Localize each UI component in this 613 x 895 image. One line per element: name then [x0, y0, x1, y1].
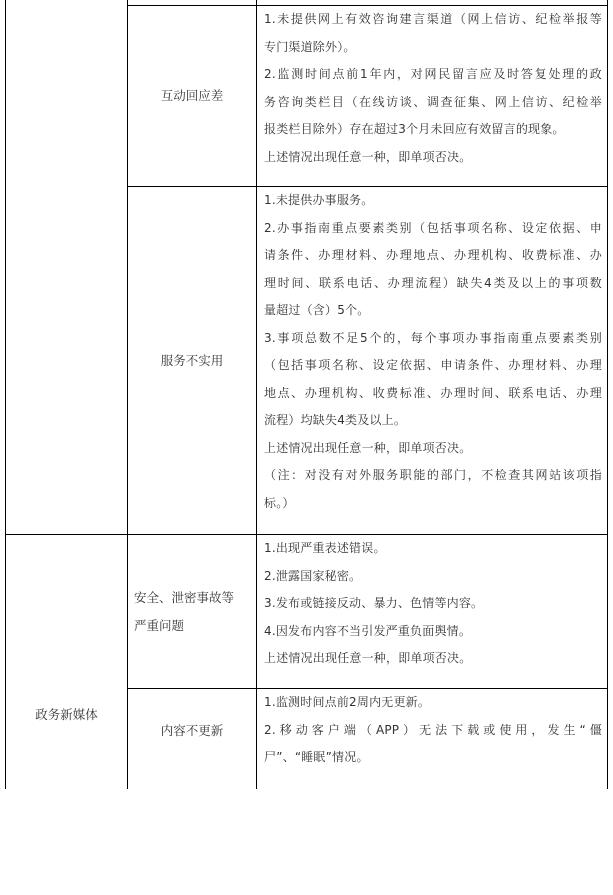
content-line: 报类栏目除外）存在超过3个月未回应有效留言的现象。 [264, 122, 565, 136]
row-label-text: 严重问题 [134, 617, 185, 633]
content-line: 尸”、“睡眠”情况。 [264, 750, 369, 764]
content-line: 4.因发布内容不当引发严重负面舆情。 [264, 623, 472, 638]
content-line: 请条件、办理材料、办理地点、办理机构、收费标准、办 [264, 248, 602, 262]
content-line: 2.移动客户端（APP）无法下载或使用，发生“僵 [264, 722, 602, 737]
row-label [128, 187, 256, 534]
row-label [128, 689, 256, 773]
group-label-text: 政务新媒体 [35, 707, 98, 722]
content-line: 标。） [264, 495, 295, 510]
content-line: 专门渠道除外）。 [264, 39, 356, 54]
row-label-text: 内容不更新 [160, 723, 224, 738]
content-line: （包括事项名称、设定依据、申请条件、办理材料、办理 [264, 358, 602, 372]
content-line: 地点、办理机构、收费标准、办理时间、联系电话、办理 [264, 385, 602, 400]
content-line: 务咨询类栏目（在线访谈、调查征集、网上信访、纪检举 [264, 94, 602, 109]
content-line: 上述情况出现任意一种，即单项否决。 [264, 440, 472, 455]
row-label-text: 服务不实用 [160, 352, 224, 368]
content-line: 1.未提供办事服务。 [264, 193, 374, 207]
content-line: 量超过（含）5个。 [264, 303, 370, 317]
content-line: 3.事项总数不足5个的，每个事项办事指南重点要素类别 [264, 330, 602, 345]
group-label [6, 535, 127, 895]
row-label-text: 互动回应差 [160, 88, 224, 103]
row-label [134, 535, 252, 688]
row-content [264, 6, 602, 171]
content-line: 上述情况出现任意一种，即单项否决。 [264, 651, 472, 665]
row-content [264, 689, 602, 772]
row-label-text: 安全、泄密事故等 [134, 589, 235, 605]
content-line: 2.办事指南重点要素类别（包括事项名称、设定依据、申 [264, 220, 602, 235]
table-divider-col2 [256, 0, 257, 789]
content-line: 流程）均缺失4类及以上。 [264, 413, 407, 427]
content-line: 2.监测时间点前1年内，对网民留言应及时答复处理的政 [264, 67, 602, 81]
content-line: 2.泄露国家秘密。 [264, 568, 362, 583]
content-line: 3.发布或链接反动、暴力、色情等内容。 [264, 596, 484, 610]
content-line: 1.监测时间点前2周内无更新。 [264, 695, 431, 709]
content-line: 上述情况出现任意一种，即单项否决。 [264, 149, 472, 164]
row-content [264, 187, 602, 517]
table-border-right [607, 0, 608, 789]
content-line: 1.未提供网上有效咨询建言渠道（网上信访、纪检举报等 [264, 12, 602, 26]
content-line: 1.出现严重表述错误。 [264, 541, 386, 555]
content-line: （注：对没有对外服务职能的部门，不检查其网站该项指 [264, 468, 602, 482]
content-line: 理时间、联系电话、办理流程）缺失4类及以上的事项数 [264, 275, 602, 290]
row-content [264, 535, 602, 673]
row-label [128, 6, 256, 186]
